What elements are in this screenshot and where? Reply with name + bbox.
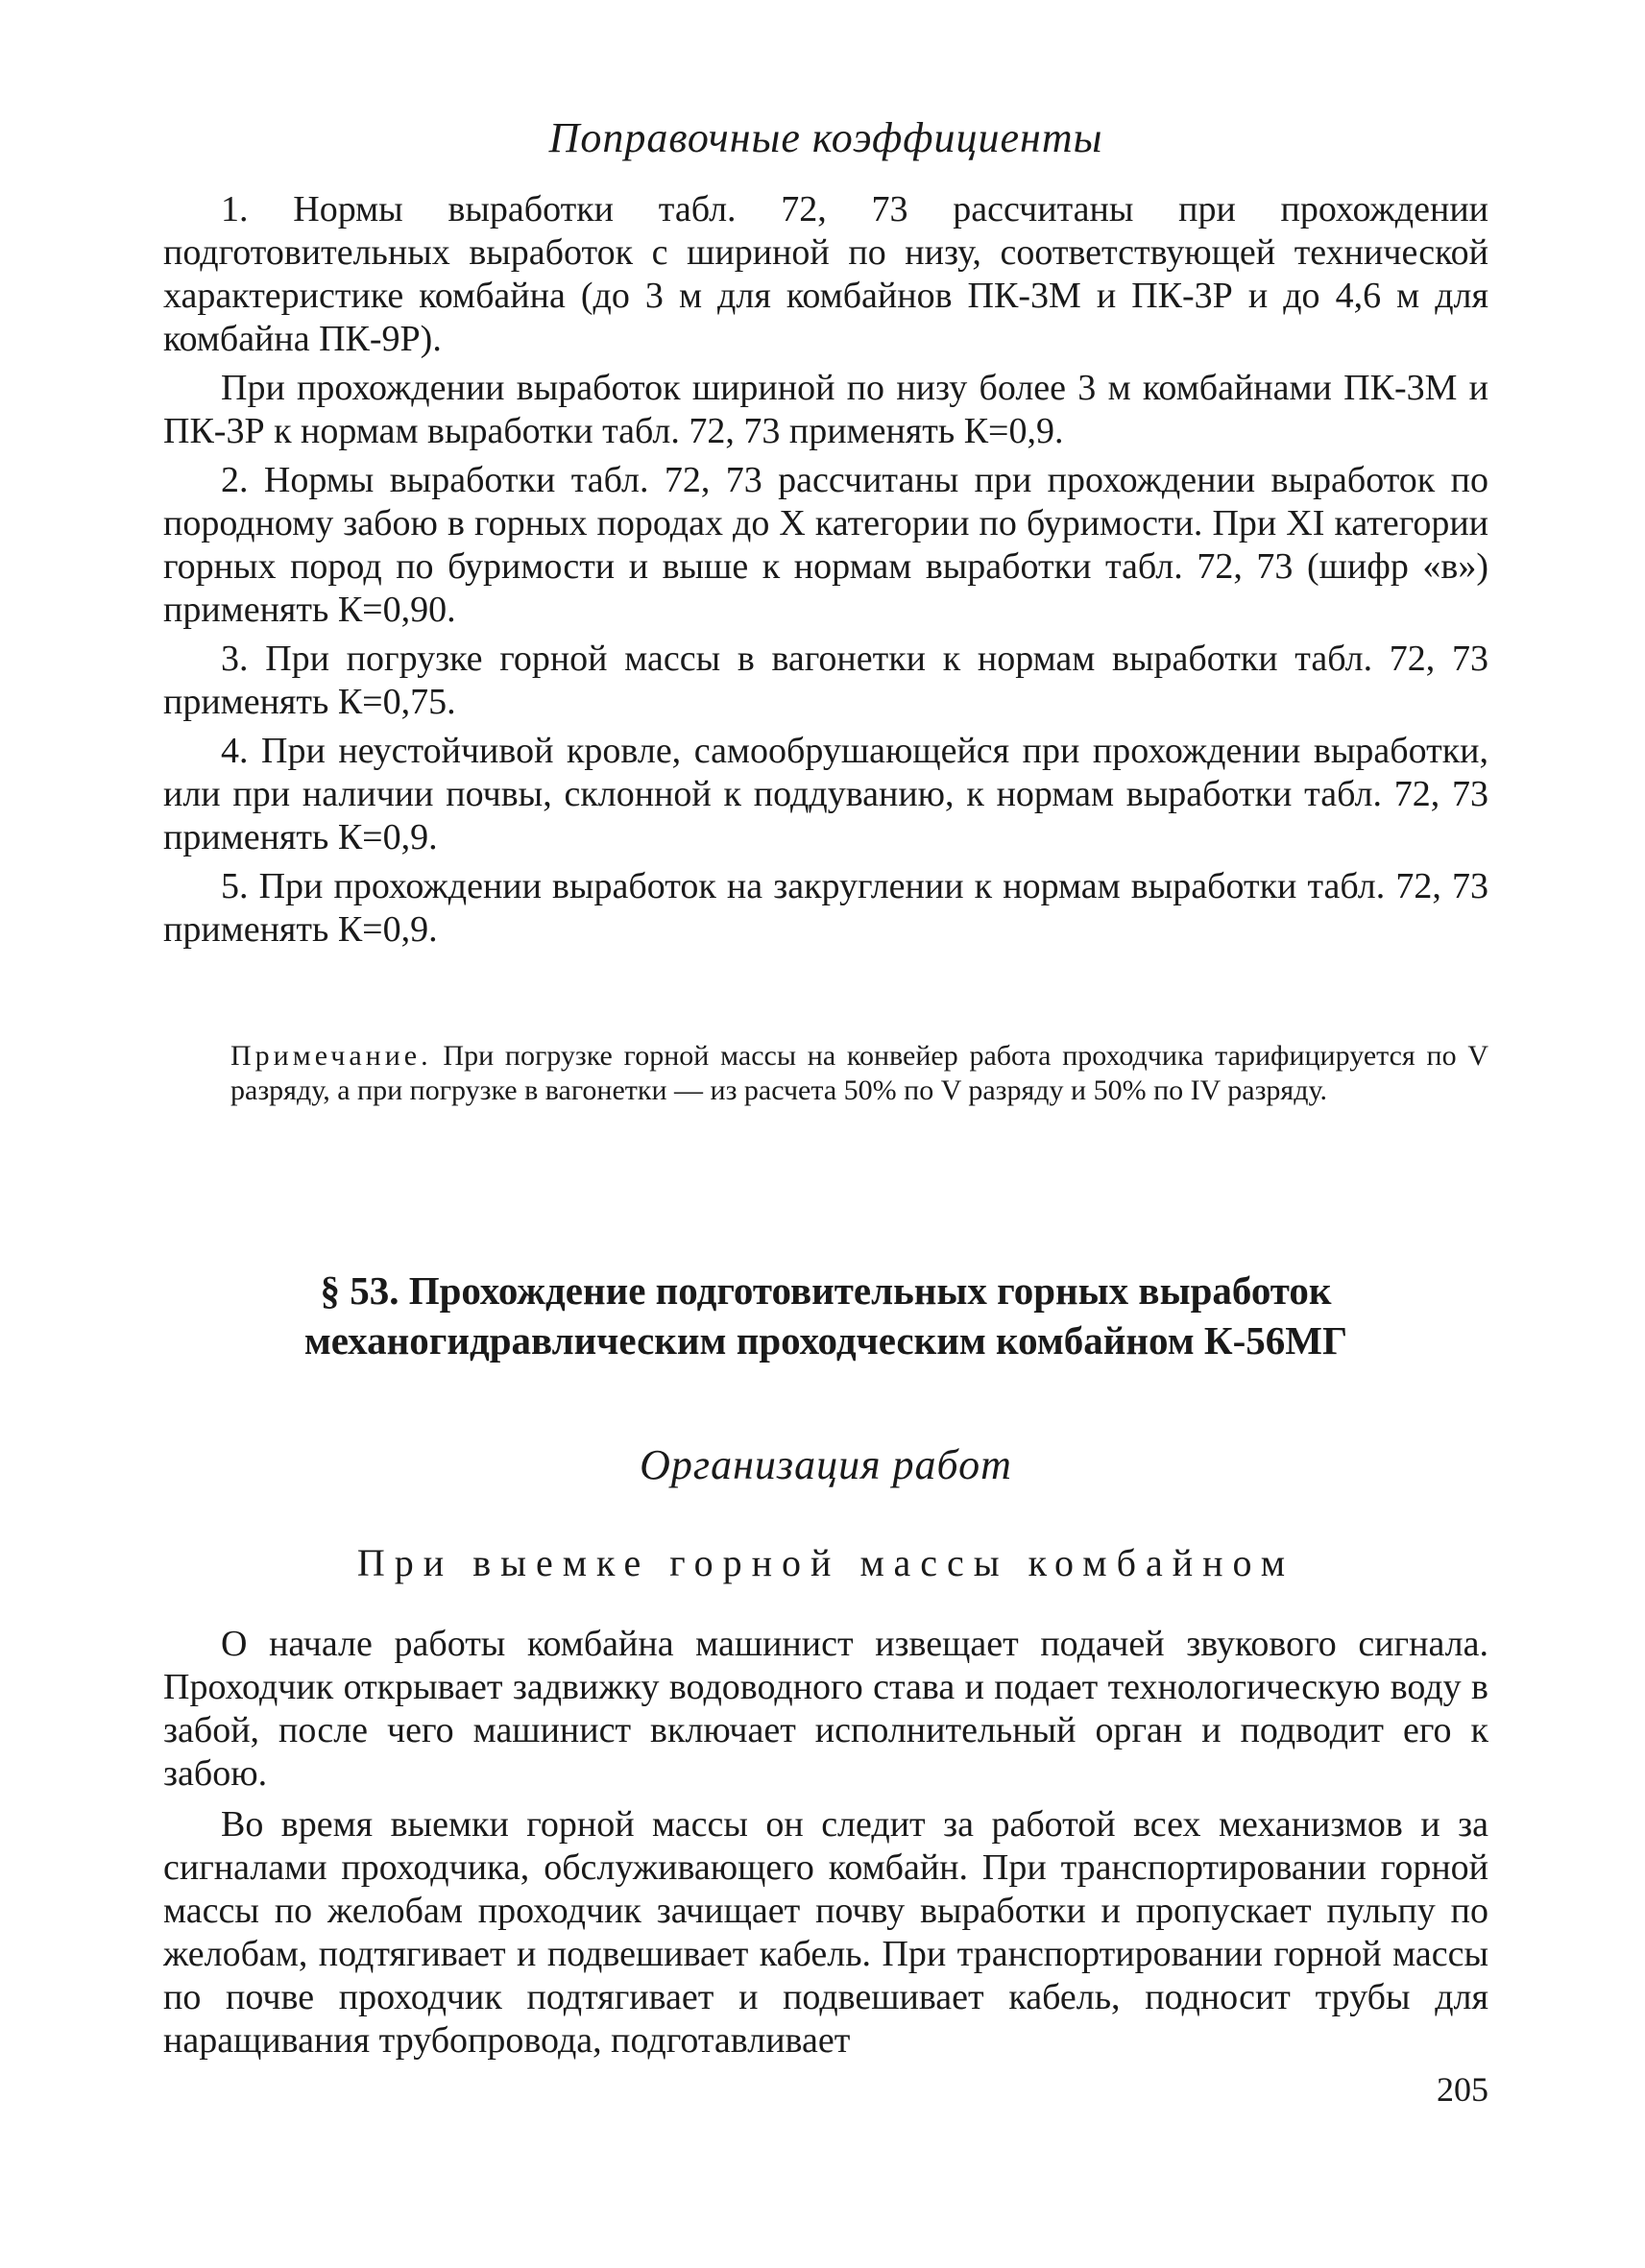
organization-paragraph-1: О начале работы комбайна машинист извещает подачей звукового сигнала. Проходчик открывает задвижку водоводного става и подает технологическую воду в забой, после чего машинист включает исполнительный орган и подводит его к забою. xyxy=(163,1624,1488,1794)
heading-correction-factors: Поправочные коэффициенты xyxy=(548,114,1103,161)
organization-paragraph-2: Во время выемки горной массы он следит за работой всех механизмов и за сигналами проходчика, обслуживающего комбайн. При транспортировании горной массы по желобам проходчик зачищает почву выработки и пропускает пульпу по желобам, подтягивает и подвешивает кабель. При транспортировании горной массы по почве проходчик подтягивает и подвешивает кабель, подносит трубы для наращивания трубопровода, подготавливает xyxy=(163,1804,1488,2061)
section-title xyxy=(163,1266,1488,1365)
note-text: При погрузке горной массы на конвейер работа проходчика тарифицируется по V разряду, а при погрузке в вагонетки — из расчета 50% по V разряду и 50% по IV разряду. xyxy=(230,1040,1489,1106)
subheading-extraction: При выемке горной массы комбайном xyxy=(356,1541,1295,1584)
section-title-line-2: механогидравлическим проходческим комбайном К-56МГ xyxy=(303,1318,1348,1363)
organization-paragraphs xyxy=(163,1623,1488,2063)
correction-item-3: 3. При погрузке горной массы в вагонетки к нормам выработки табл. 72, 73 применять К=0,75. xyxy=(163,639,1488,722)
correction-item-1: 1. Нормы выработки табл. 72, 73 рассчитаны при прохождении подготовительных выработок с шириной по низу, соответствующей технической характеристике комбайна (до 3 м для комбайнов ПК-3М и ПК-3Р и до 4,6 м для комбайна ПК-9Р). xyxy=(163,189,1488,359)
correction-paragraphs xyxy=(163,188,1488,952)
heading-work-organization: Организация работ xyxy=(640,1441,1012,1488)
correction-item-5: 5. При прохождении выработок на закруглении к нормам выработки табл. 72, 73 применять К=0,9. xyxy=(163,866,1488,950)
note xyxy=(230,1039,1488,1108)
correction-item-4: 4. При неустойчивой кровле, самообрушающейся при прохождении выработки, или при наличии почвы, склонной к поддуванию, к нормам выработки табл. 72, 73 применять К=0,9. xyxy=(163,731,1488,857)
correction-item-2: 2. Нормы выработки табл. 72, 73 рассчитаны при прохождении выработок по породному забою в горных породах до X категории по буримости. При XI категории горных пород по буримости и выше к нормам выработки табл. 72, 73 (шифр «в») применять К=0,90. xyxy=(163,460,1488,630)
page-number: 205 xyxy=(1437,2070,1488,2109)
note-label: Примечание. xyxy=(230,1040,432,1072)
correction-item-1-continued: При прохождении выработок шириной по низу более 3 м комбайнами ПК-3М и ПК-3Р к нормам выработки табл. 72, 73 применять К=0,9. xyxy=(163,368,1488,451)
section-title-line-1: § 53. Прохождение подготовительных горных выработок xyxy=(320,1268,1332,1313)
